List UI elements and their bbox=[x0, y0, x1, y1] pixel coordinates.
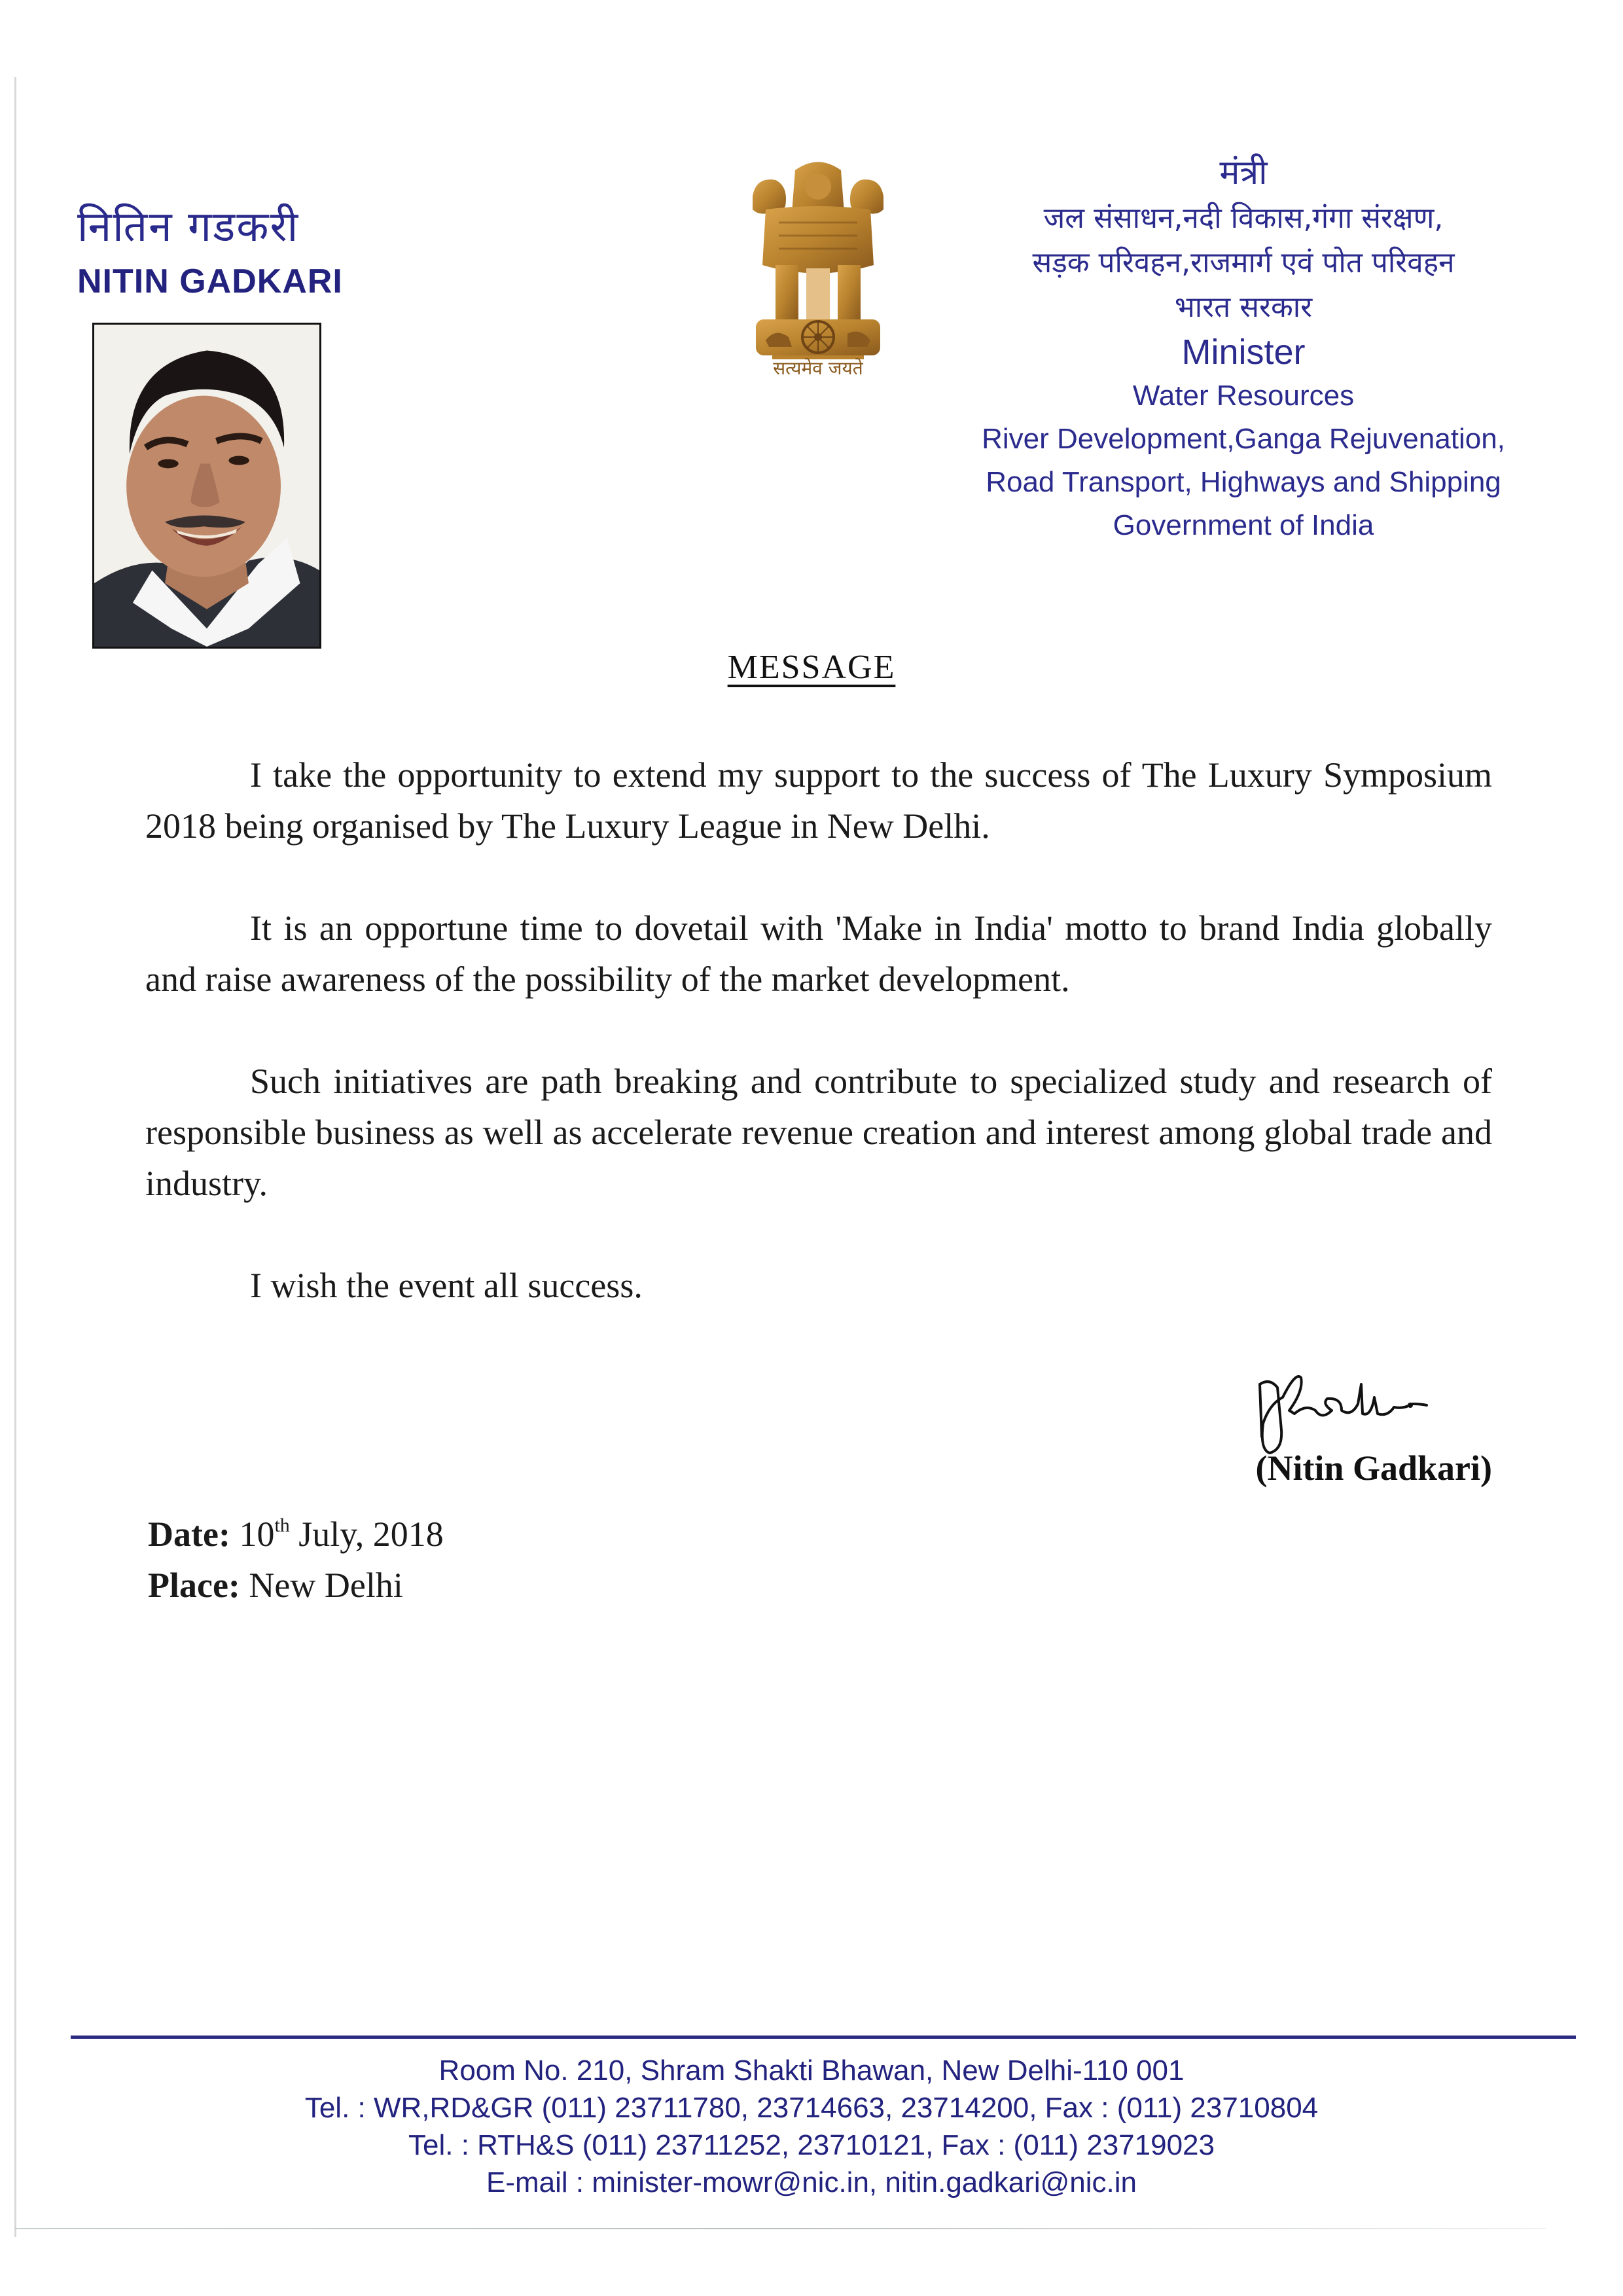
ministry-line-hindi: जल संसाधन,नदी विकास,गंगा संरक्षण, bbox=[1043, 202, 1444, 235]
ministry-line-english: Government of India bbox=[1113, 509, 1374, 541]
emblem-illustration bbox=[740, 151, 897, 389]
ministry-line-english: Road Transport, Highways and Shipping bbox=[986, 466, 1501, 498]
place-line bbox=[148, 1560, 444, 1611]
footer-phone-wr: Tel. : WR,RD&GR (011) 23711780, 23714663, 23714200, Fax : (011) 23710804 bbox=[304, 2092, 1319, 2124]
name-english: NITIN GADKARI bbox=[77, 262, 343, 300]
signature-drawing bbox=[1243, 1358, 1518, 1456]
portrait-illustration bbox=[94, 325, 319, 647]
footer-phone-rths: Tel. : RTH&S (011) 23711252, 23710121, Fax : (011) 23719023 bbox=[408, 2129, 1215, 2161]
message-paragraph: I take the opportunity to extend my support to the success of The Luxury Symposium 2018 being organised by The Luxury League in New Delhi. bbox=[145, 755, 1492, 846]
date-place-block bbox=[148, 1509, 444, 1611]
date-suffix: th bbox=[274, 1515, 290, 1536]
footer-address: Room No. 210, Shram Shakti Bhawan, New Delhi-110 001 bbox=[438, 2054, 1185, 2087]
ministry-line-hindi: भारत सरकार bbox=[1174, 291, 1313, 324]
place-value: New Delhi bbox=[249, 1566, 403, 1605]
page-edge-left bbox=[14, 77, 16, 2237]
date-line bbox=[148, 1509, 444, 1560]
date-day: 10 bbox=[239, 1515, 275, 1554]
message-body bbox=[145, 749, 1492, 1362]
ministry-line-english: River Development,Ganga Rejuvenation, bbox=[982, 423, 1505, 455]
footer-divider bbox=[71, 2036, 1576, 2039]
portrait-photo bbox=[92, 323, 321, 649]
message-paragraph: It is an opportune time to dovetail with 'Make in India' motto to brand India globally and raise awareness of the possibility of the market development. bbox=[145, 908, 1492, 999]
emblem-motto: सत्यमेव जयते bbox=[773, 357, 863, 379]
name-hindi: नितिन गडकरी bbox=[77, 203, 300, 251]
message-paragraph: Such initiatives are path breaking and contribute to specialized study and research of responsible business as well as accelerate revenue creation and interest among global trade and industry. bbox=[145, 1062, 1492, 1203]
message-heading bbox=[0, 648, 1623, 687]
message-paragraph: I wish the event all success. bbox=[250, 1266, 643, 1305]
date-label: Date: bbox=[148, 1515, 230, 1554]
handwritten-signature bbox=[1243, 1358, 1518, 1456]
national-emblem-icon bbox=[740, 151, 897, 389]
place-label: Place: bbox=[148, 1566, 240, 1605]
page-edge-bottom bbox=[14, 2228, 1546, 2229]
message-title: MESSAGE bbox=[727, 649, 896, 686]
ministry-line-english: Water Resources bbox=[1132, 380, 1355, 412]
signatory-name: (Nitin Gadkari) bbox=[1255, 1448, 1492, 1488]
ministry-title-hindi: मंत्री bbox=[1219, 153, 1268, 192]
date-value: July, 2018 bbox=[298, 1515, 444, 1554]
footer-contact bbox=[0, 2052, 1623, 2201]
ministry-line-hindi: सड़क परिवहन,राजमार्ग एवं पोत परिवहन bbox=[1032, 246, 1455, 279]
ministry-block bbox=[916, 149, 1571, 547]
ministry-title-english: Minister bbox=[1181, 332, 1306, 372]
footer-email[interactable]: E-mail : minister-mowr@nic.in, nitin.gadkari@nic.in bbox=[486, 2166, 1137, 2198]
